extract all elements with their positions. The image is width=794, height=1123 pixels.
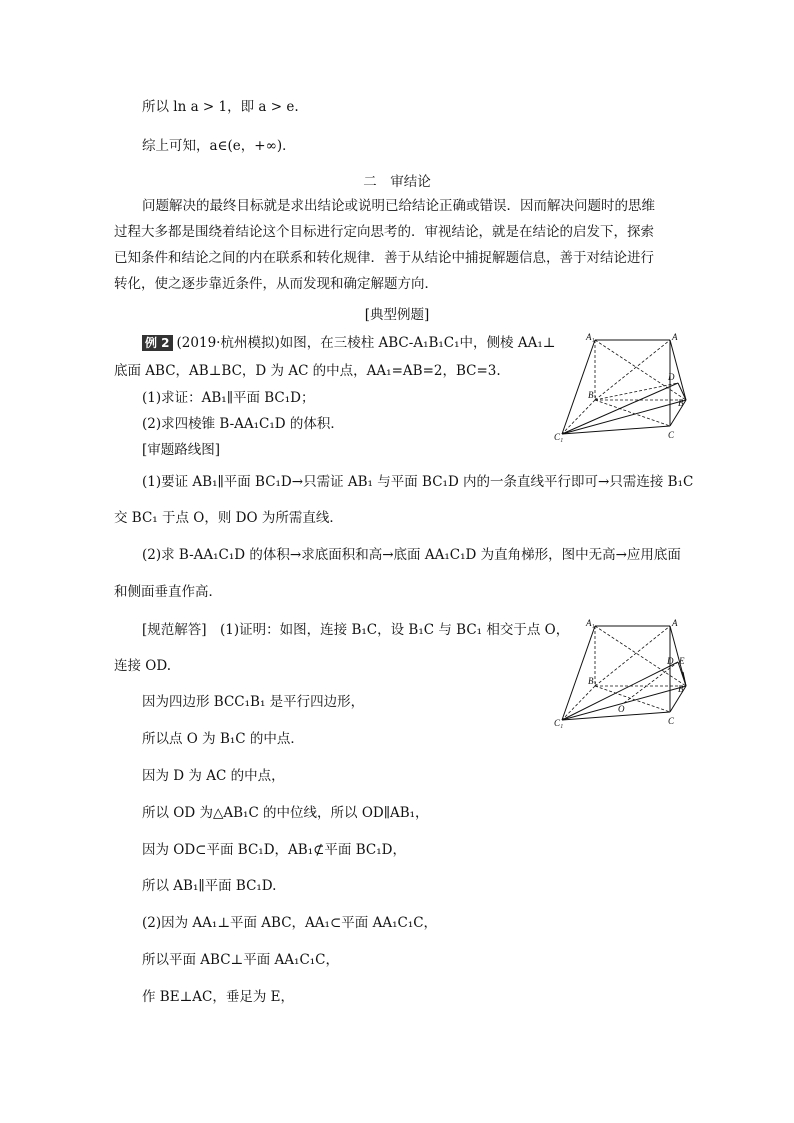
prism-figure-solution <box>550 614 690 734</box>
paragraph-line: 过程大多都是围绕着结论这个目标进行定向思考的．审视结论，就是在结论的启发下，探索 <box>114 224 654 240</box>
solution-line: 所以平面 ABC⊥平面 AA₁C₁C， <box>142 952 340 968</box>
solution-line: (2)因为 AA₁⊥平面 ABC，AA₁⊂平面 AA₁C₁C， <box>142 915 438 931</box>
example-line <box>142 333 555 353</box>
solution-line: 所以 OD 为△AB₁C 的中位线，所以 OD∥AB₁， <box>142 805 429 821</box>
subsection-heading: [典型例题] <box>364 307 430 323</box>
solution-line: [规范解答] (1)证明：如图，连接 B₁C，设 B₁C 与 BC₁ 相交于点 O， <box>142 622 570 638</box>
text-line: 所以 ln a > 1，即 a > e. <box>142 99 299 115</box>
label-C1: C₁ <box>554 432 564 442</box>
analysis-line: (1)要证 AB₁∥平面 BC₁D→只需证 AB₁ 与平面 BC₁D 内的一条直线平行即可→只需连接 B₁C <box>142 474 694 490</box>
label-O: O <box>618 704 625 714</box>
text-line: 综上可知，a∈(e，+∞)． <box>142 138 296 154</box>
label-C1: C₁ <box>554 718 564 728</box>
example-text: (2019·杭州模拟)如图，在三棱柱 ABC-A₁B₁C₁中，侧棱 AA₁⊥ <box>176 335 556 351</box>
paragraph-line: 转化，使之逐步靠近条件，从而发现和确定解题方向． <box>114 276 438 292</box>
analysis-heading: [审题路线图] <box>142 442 221 458</box>
label-D: D <box>667 656 674 666</box>
label-A1: A₁ <box>586 618 595 628</box>
label-A: A <box>672 618 678 628</box>
example-line: (2)求四棱锥 B-AA₁C₁D 的体积． <box>142 416 344 432</box>
solution-line: 连接 OD. <box>114 658 171 674</box>
label-B1: B₁ <box>588 390 597 400</box>
label-B: B <box>678 684 684 694</box>
prism-figure <box>550 328 690 448</box>
label-B: B <box>678 398 684 408</box>
label-E: E <box>679 656 685 666</box>
example-badge: 例 2 <box>142 335 173 351</box>
solution-line: 因为 OD⊂平面 BC₁D，AB₁⊄平面 BC₁D， <box>142 842 406 858</box>
analysis-line: (2)求 B-AA₁C₁D 的体积→求底面积和高→底面 AA₁C₁D 为直角梯形，图中无高→应用底面 <box>142 547 681 563</box>
label-B1: B₁ <box>588 676 597 686</box>
solution-line: 所以点 O 为 B₁C 的中点． <box>142 731 304 747</box>
label-A: A <box>672 332 678 342</box>
solution-line: 作 BE⊥AC，垂足为 E， <box>142 989 294 1005</box>
label-A1: A₁ <box>586 332 595 342</box>
analysis-line: 交 BC₁ 于点 O，则 DO 为所需直线． <box>114 510 343 526</box>
label-C: C <box>668 430 675 440</box>
label-D: D <box>668 372 675 382</box>
label-C: C <box>668 716 675 726</box>
section-heading: 二 审结论 <box>363 174 431 190</box>
solution-line: 因为四边形 BCC₁B₁ 是平行四边形， <box>142 694 365 710</box>
solution-line: 因为 D 为 AC 的中点， <box>142 768 285 784</box>
solution-line: 所以 AB₁∥平面 BC₁D. <box>142 878 277 894</box>
example-line: 底面 ABC，AB⊥BC，D 为 AC 的中点，AA₁=AB=2，BC=3. <box>114 363 501 379</box>
paragraph-line: 问题解决的最终目标就是求出结论或说明已给结论正确或错误．因而解决问题时的思维 <box>142 198 655 214</box>
example-line: (1)求证：AB₁∥平面 BC₁D； <box>142 390 315 406</box>
paragraph-line: 已知条件和结论之间的内在联系和转化规律．善于从结论中捕捉解题信息，善于对结论进行 <box>114 250 654 266</box>
analysis-line: 和侧面垂直作高． <box>114 584 222 600</box>
